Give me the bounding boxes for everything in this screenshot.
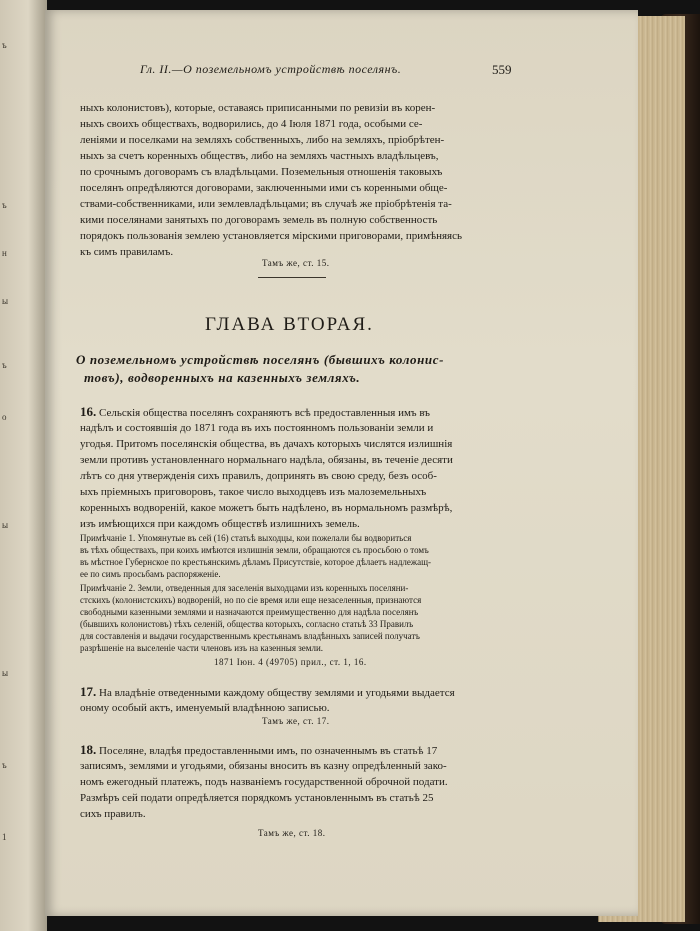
article-16-citation: 1871 Іюн. 4 (49705) прил., ст. 1, 16.: [214, 657, 367, 667]
note-2-line: стскихъ (колонистскихъ) водвореній, но по сіе время или еще незаселенныя, признаются: [80, 595, 422, 605]
intro-line: по срочнымъ договорамъ съ владѣльцами. Поземельныя отношенія таковыхъ: [80, 166, 443, 178]
intro-line: ныхъ своихъ обществахъ, водворились, до 4 Іюля 1871 года, особыми се-: [80, 118, 423, 130]
article-16-line: коренныхъ водвореній, какое можетъ быть надѣлено, въ нормальномъ размѣрѣ,: [80, 502, 453, 514]
note-2-line: для составленія и выдачи государственнымъ крестьянамъ владѣнныхъ записей получатъ: [80, 631, 420, 641]
article-16-first-line: [80, 404, 550, 421]
article-16-line: изъ имѣющихся при каждомъ обществѣ излишнихъ земель.: [80, 518, 360, 530]
left-page-fragment: 1: [2, 832, 7, 842]
note-2-line: (бывшихъ колонистовъ) тѣхъ селеній, общества которыхъ, согласно статьѣ 33 Правилъ: [80, 619, 414, 629]
left-page-fragment: ъ: [2, 200, 7, 210]
article-number: 16.: [80, 404, 97, 419]
article-text: Поселяне, владѣя предоставленными имъ, по означеннымъ въ статьѣ 17: [99, 745, 438, 757]
note-2-line: свободными казенными землями и назначаются преимущественно для надѣла поселянъ: [80, 607, 419, 617]
intro-line: ныхъ за счетъ коренныхъ обществъ, либо на земляхъ частныхъ владѣльцевъ,: [80, 150, 439, 162]
intro-line: ныхъ колонистовъ), которые, оставаясь приписанными по ревизіи въ корен-: [80, 102, 436, 114]
note-1-line: въ мѣстное Губернское по крестьянскимъ дѣламъ Присутствіе, которое дѣлаетъ надлежащ-: [80, 557, 432, 567]
article-16-line: угодья. Притомъ поселянскія общества, въ дачахъ которыхъ числятся излишнія: [80, 438, 453, 450]
article-17-citation: Тамъ же, ст. 17.: [262, 716, 330, 726]
left-page-fragment: ъ: [2, 360, 7, 370]
left-page-fragment: н: [2, 248, 8, 258]
article-16-line: ыхъ пріемныхъ приговоровъ, такое число выходцевъ изъ малоземельныхъ: [80, 486, 427, 498]
left-page-fragment: ы: [2, 520, 9, 530]
article-text: На владѣніе отведенными каждому обществу землями и угодьями выдается: [99, 687, 455, 699]
running-title: Гл. II.—О поземельномъ устройствѣ поселянъ.: [140, 62, 402, 76]
chapter-subtitle-line: О поземельномъ устройствѣ поселянъ (бывшихъ колонис-: [76, 352, 445, 367]
note-1-line: ее по симъ просьбамъ распоряженіе.: [80, 569, 221, 579]
article-number: 18.: [80, 742, 97, 757]
article-16-line: надѣлъ и состоявшія до 1871 года въ ихъ постоянномъ пользованіи земли и: [80, 422, 434, 434]
note-2-line: Примѣчаніе 2. Земли, отведенныя для заселенія выходцами изъ коренныхъ поселяни-: [80, 583, 409, 593]
chapter-subtitle-line: товъ), водворенныхъ на казенныхъ земляхъ.: [84, 370, 361, 385]
left-page-fragment: о: [2, 412, 7, 422]
intro-line: къ симъ правиламъ.: [80, 246, 174, 258]
intro-line: порядокъ пользованія землею установляется мірскими приговорами, примѣняясь: [80, 230, 462, 242]
left-page-fragment: ы: [2, 296, 9, 306]
article-text: Сельскія общества поселянъ сохраняютъ всѣ предоставленныя имъ въ: [99, 407, 430, 419]
article-18-line: номъ ежегодный платежъ, подъ названіемъ государственной оброчной подати.: [80, 776, 448, 788]
note-1-line: Примѣчаніе 1. Упомянутые въ сей (16) статьѣ выходцы, кои пожелали бы водвориться: [80, 533, 412, 543]
article-18-first-line: [80, 742, 550, 759]
article-18-line: сихъ правилъ.: [80, 808, 146, 820]
article-18-line: Размѣръ сей подати опредѣляется порядкомъ установленнымъ въ статьѣ 25: [80, 792, 434, 804]
article-16-line: земли противъ установленнаго нормальнаго надѣла, обязаны, въ теченіе десяти: [80, 454, 453, 466]
chapter-title: ГЛАВА ВТОРАЯ.: [205, 314, 374, 335]
left-page-fragment: ъ: [2, 760, 7, 770]
article-18-line: записямъ, землями и угодьями, обязаны вносить въ казну опредѣленный зако-: [80, 760, 447, 772]
note-2-line: разрѣшеніе на выселеніе части членовъ изъ на казенныя земли.: [80, 643, 324, 653]
left-page-edge: [0, 0, 47, 931]
left-page-fragment: ъ: [2, 40, 7, 50]
section-divider: [258, 277, 326, 278]
intro-line: леніями и поселками на земляхъ собственныхъ, либо на земляхъ, пріобрѣтен-: [80, 134, 445, 146]
article-17-first-line: [80, 684, 550, 701]
intro-citation: Тамъ же, ст. 15.: [262, 258, 330, 268]
article-17-line: оному особый актъ, именуемый владѣнною записью.: [80, 702, 330, 714]
article-number: 17.: [80, 684, 97, 699]
page-number: 559: [492, 62, 512, 77]
note-1-line: въ тѣхъ обществахъ, при коихъ имѣются излишнія земли, обращаются съ просьбою о томъ: [80, 545, 429, 555]
intro-line: ствами-собственниками, или землевладѣльцами; въ случаѣ же пріобрѣтенія та-: [80, 198, 452, 210]
article-18-citation: Тамъ же, ст. 18.: [258, 828, 326, 838]
intro-line: поселянъ опредѣляются договорами, заключенными ими съ коренными обще-: [80, 182, 448, 194]
left-page-fragment: ы: [2, 668, 9, 678]
article-16-line: лѣтъ со дня утвержденія сихъ правилъ, допринять въ свою среду, безъ особ-: [80, 470, 437, 482]
intro-line: кими поселянами занятыхъ по договорамъ земель въ полную собственность: [80, 214, 438, 226]
